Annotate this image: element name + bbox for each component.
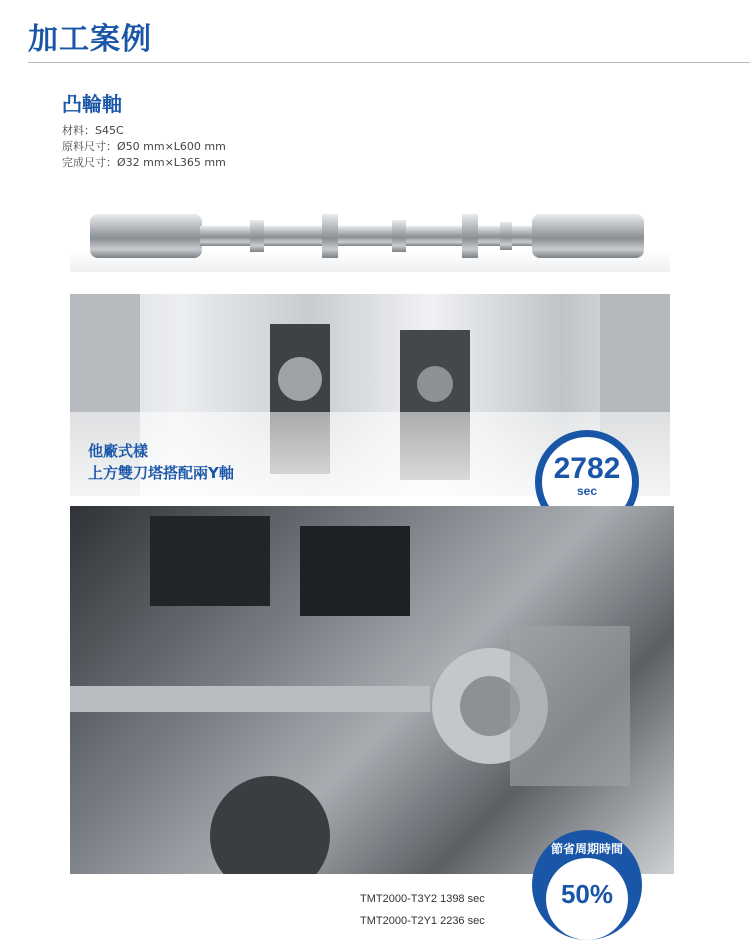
savings-label: 節省周期時間 [550,842,623,856]
machining-scene-illustration [70,506,674,874]
result-t3y2: TMT2000-T3Y2 1398 sec [360,893,485,905]
competitor-cycle-unit: sec [576,484,598,498]
savings-badge [532,830,642,940]
tmt-machine-photo [70,506,674,874]
competitor-caption-line1: 他廠式樣 [88,442,149,460]
title-divider [28,62,750,63]
spec-raw-size [62,139,226,155]
competitor-caption [88,440,234,484]
competitor-cycle-value: 2782 [553,452,621,485]
page-title: 加工案例 [28,22,152,57]
savings-value: 50% [560,879,614,909]
camshaft-image [70,200,670,272]
spec-value: Ø32 mm×L365 mm [117,156,226,169]
spec-material [62,123,226,139]
savings-inner [546,858,628,940]
section-heading: 凸輪軸 [62,92,122,116]
spec-label: 材料： [62,124,95,137]
spec-label: 原料尺寸： [62,140,117,153]
competitor-caption-line2: 上方雙刀塔搭配兩Y軸 [88,464,234,482]
camshaft-illustration [70,200,670,272]
spec-finished-size [62,155,226,171]
result-t2y1: TMT2000-T2Y1 2236 sec [360,915,485,927]
spec-label: 完成尺寸： [62,156,117,169]
spec-value: S45C [95,124,124,137]
result-list [360,888,485,932]
spec-list [62,123,226,171]
spec-value: Ø50 mm×L600 mm [117,140,226,153]
